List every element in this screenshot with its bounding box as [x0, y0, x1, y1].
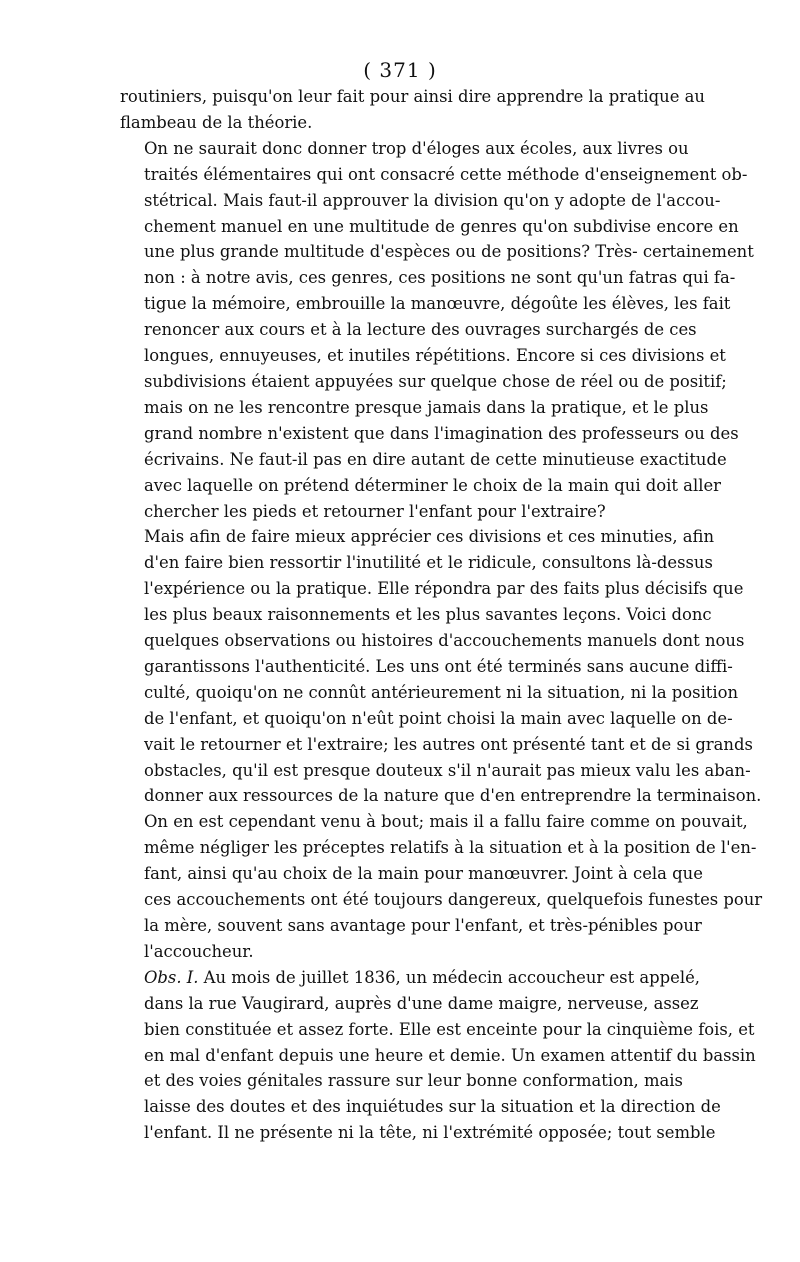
text-line: non : à notre avis, ces genres, ces positions ne sont qu'un fatras qui fa-	[144, 268, 736, 288]
text-line: On en est cependant venu à bout; mais il a fallu faire comme on pouvait,	[144, 812, 748, 832]
text-line: stétrical. Mais faut-il approuver la division qu'on y adopte de l'accou-	[144, 190, 721, 210]
text-line: chement manuel en une multitude de genres qu'on subdivise encore en	[144, 216, 739, 236]
text-line: obstacles, qu'il est presque douteux s'il n'aurait pas mieux valu les aban-	[144, 760, 751, 780]
text-line: chercher les pieds et retourner l'enfant pour l'extraire?	[144, 501, 606, 521]
text-line: fant, ainsi qu'au choix de la main pour manœuvrer. Joint à cela que	[144, 864, 703, 884]
text-line: donner aux ressources de la nature que d'en entreprendre la terminaison.	[144, 786, 762, 806]
text-line: de l'enfant, et quoiqu'on n'eût point choisi la main avec laquelle on de-	[144, 708, 733, 728]
text-line: quelques observations ou histoires d'accouchements manuels dont nous	[144, 631, 745, 651]
text-line: flambeau de la théorie.	[120, 112, 313, 132]
text-line: ces accouchements ont été toujours dangereux, quelquefois funestes pour	[144, 890, 763, 910]
text-line: même négliger les préceptes relatifs à la situation et à la position de l'en-	[144, 838, 757, 858]
text-segment: Au mois de juillet 1836, un médecin accoucheur est appelé,	[198, 967, 700, 987]
text-line: l'expérience ou la pratique. Elle répondra par des faits plus décisifs que	[144, 579, 744, 599]
text-line	[120, 965, 700, 991]
text-line: Mais afin de faire mieux apprécier ces divisions et ces minuties, afin	[144, 527, 715, 547]
text-line: les plus beaux raisonnements et les plus savantes leçons. Voici donc	[144, 605, 712, 625]
text-line: traités élémentaires qui ont consacré cette méthode d'enseignement ob-	[144, 164, 748, 184]
paragraph	[120, 965, 756, 1146]
text-line: l'enfant. Il ne présente ni la tête, ni l'extrémité opposée; tout semble	[144, 1123, 716, 1143]
text-line: On ne saurait donc donner trop d'éloges aux écoles, aux livres ou	[144, 138, 689, 158]
text-line: écrivains. Ne faut-il pas en dire autant de cette minutieuse exactitude	[144, 449, 727, 469]
text-line: mais on ne les rencontre presque jamais dans la pratique, et le plus	[144, 397, 709, 417]
text-line: et des voies génitales rassure sur leur bonne conformation, mais	[144, 1071, 683, 1091]
text-line: culté, quoiqu'on ne connût antérieurement ni la situation, ni la position	[144, 682, 739, 702]
text-line: d'en faire bien ressortir l'inutilité et le ridicule, consultons là-dessus	[144, 553, 713, 573]
text-line: dans la rue Vaugirard, auprès d'une dame maigre, nerveuse, assez	[144, 993, 699, 1013]
text-line: avec laquelle on prétend déterminer le choix de la main qui doit aller	[144, 475, 721, 495]
text-line: laisse des doutes et des inquiétudes sur la situation et la direction de	[144, 1097, 721, 1117]
paragraph	[120, 136, 754, 525]
text-line: grand nombre n'existent que dans l'imagination des professeurs ou des	[144, 423, 739, 443]
text-line: routiniers, puisqu'on leur fait pour ainsi dire apprendre la pratique au	[120, 87, 705, 106]
text-line: une plus grande multitude d'espèces ou de positions? Très- certainement	[144, 242, 754, 262]
paragraph	[120, 84, 705, 136]
text-line: bien constituée et assez forte. Elle est enceinte pour la cinquième fois, et	[144, 1019, 755, 1039]
paragraph	[120, 524, 763, 964]
text-line: tigue la mémoire, embrouille la manœuvre, dégoûte les élèves, les fait	[144, 294, 731, 314]
text-line: subdivisions étaient appuyées sur quelque chose de réel ou de positif;	[144, 371, 727, 391]
page-number: ( 371 )	[363, 58, 437, 82]
text-line: longues, ennuyeuses, et inutiles répétitions. Encore si ces divisions et	[144, 346, 726, 366]
text-line: en mal d'enfant depuis une heure et demie. Un examen attentif du bassin	[144, 1045, 756, 1065]
body-text	[120, 84, 763, 1146]
text-line: la mère, souvent sans avantage pour l'enfant, et très-pénibles pour	[144, 916, 702, 935]
text-line: l'accoucheur.	[144, 941, 254, 961]
text-line: vait le retourner et l'extraire; les autres ont présenté tant et de si grands	[144, 734, 753, 754]
text-line: renoncer aux cours et à la lecture des ouvrages surchargés de ces	[144, 320, 697, 340]
text-line: garantissons l'authenticité. Les uns ont été terminés sans aucune diffi-	[144, 656, 733, 676]
observation-label: Obs. I.	[144, 967, 199, 987]
